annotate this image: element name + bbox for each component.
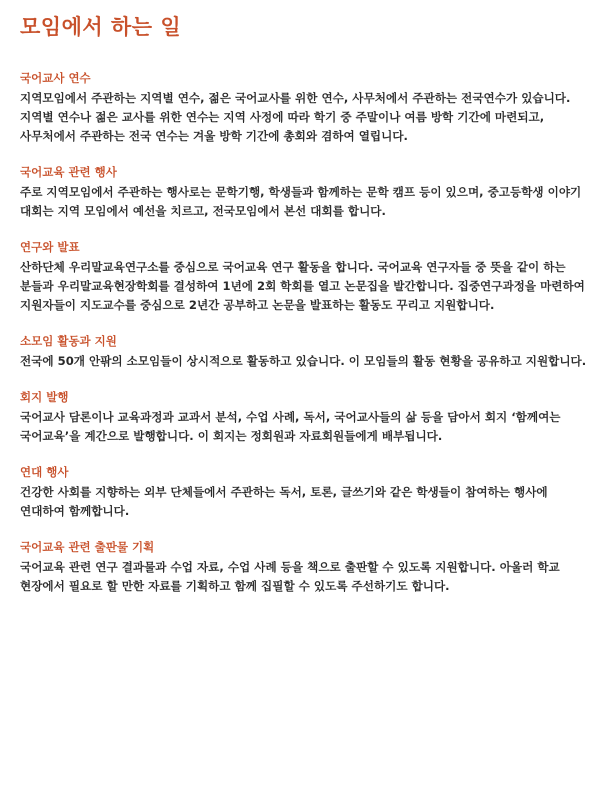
section-body: 지역모임에서 주관하는 지역별 연수, 젊은 국어교사를 위한 연수, 사무처에서 주관하는 전국연수가 있습니다. 지역별 연수나 젊은 교사를 위한 연수는 지역 사정에 따라 학기 중 주말이나 여름 방학 기간에 마련되고, 사무처에서 주관하는 전국 연수는 겨울 방학 기간에 총회와 겸하여 열립니다.	[20, 91, 571, 143]
section-body: 산하단체 우리말교육연구소를 중심으로 국어교육 연구 활동을 합니다. 국어교육 연구자들 중 뜻을 같이 하는 분들과 우리말교육현장학회를 결성하여 1년에 2회 학회를 열고 논문집을 발간합니다. 집중연구과정을 마련하여 지원자들이 지도교수를 중심으로 2년간 공부하고 논문을 발표하는 활동도 꾸리고 지원합니다.	[20, 260, 585, 312]
section-list	[20, 70, 588, 596]
section-heading: 연구와 발표	[20, 240, 80, 254]
section-journal	[20, 389, 588, 446]
section-heading: 소모임 활동과 지원	[20, 334, 117, 348]
section-heading: 국어교육 관련 출판물 기획	[20, 540, 155, 554]
section-small-groups	[20, 333, 588, 371]
section-heading: 국어교육 관련 행사	[20, 165, 117, 179]
page-title: 모임에서 하는 일	[20, 15, 182, 39]
section-body: 주로 지역모임에서 주관하는 행사로는 문학기행, 학생들과 함께하는 문학 캠프 등이 있으며, 중고등학생 이야기 대회는 지역 모임에서 예선을 치르고, 전국모임에서 본선 대회를 합니다.	[20, 185, 582, 218]
section-publications	[20, 539, 588, 596]
section-heading: 국어교사 연수	[20, 71, 91, 85]
section-body: 건강한 사회를 지향하는 외부 단체들에서 주관하는 독서, 토론, 글쓰기와 같은 학생들이 참여하는 행사에 연대하여 함께합니다.	[20, 485, 548, 518]
section-body: 국어교육 관련 연구 결과물과 수업 자료, 수업 사례 등을 책으로 출판할 수 있도록 지원합니다. 아울러 학교 현장에서 필요로 할 만한 자료를 기획하고 함께 집필할 수 있도록 주선하기도 합니다.	[20, 560, 560, 593]
section-heading: 연대 행사	[20, 465, 69, 479]
section-body: 국어교사 담론이나 교육과정과 교과서 분석, 수업 사례, 독서, 국어교사들의 삶 등을 담아서 회지 ‘함께여는 국어교육’을 계간으로 발행합니다. 이 회지는 정회원과 자료회원들에게 배부됩니다.	[20, 410, 561, 443]
section-solidarity-events	[20, 464, 588, 521]
section-heading: 회지 발행	[20, 390, 69, 404]
section-research	[20, 239, 588, 315]
section-body: 전국에 50개 안팎의 소모임들이 상시적으로 활동하고 있습니다. 이 모임들의 활동 현황을 공유하고 지원합니다.	[20, 354, 587, 368]
section-teacher-training	[20, 70, 588, 146]
section-education-events	[20, 164, 588, 221]
